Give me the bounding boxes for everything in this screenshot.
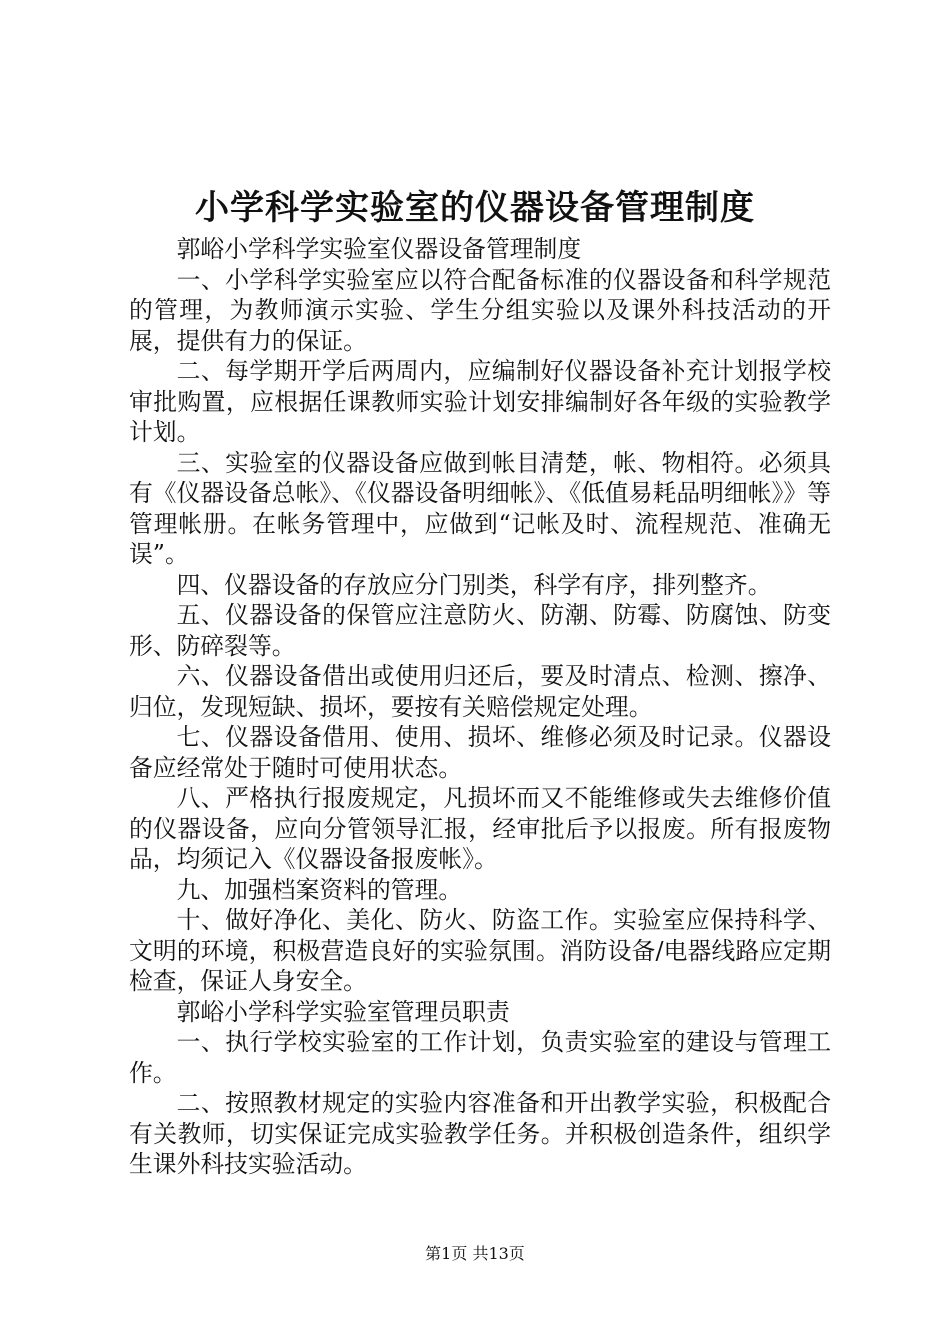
- document-body: [129, 234, 831, 1180]
- paragraph: 四、仪器设备的存放应分门别类，科学有序，排列整齐。: [176, 570, 772, 599]
- paragraph: 三、实验室的仪器设备应做到帐目清楚，帐、物相符。必须具有《仪器设备总帐》、《仪器设备明细帐》、《低值易耗品明细帐》》等管理帐册。在帐务管理中，应做到“记帐及时、流程规范、准确无误”。: [129, 448, 831, 568]
- paragraph: 一、小学科学实验室应以符合配备标准的仪器设备和科学规范的管理，为教师演示实验、学生分组实验以及课外科技活动的开展，提供有力的保证。: [129, 265, 831, 355]
- section-heading: 郭峪小学科学实验室仪器设备管理制度: [176, 235, 582, 263]
- document-title: 小学科学实验室的仪器设备管理制度: [195, 188, 755, 228]
- paragraph: 六、仪器设备借出或使用归还后，要及时清点、检测、擦净、归位，发现短缺、损坏，要按有关赔偿规定处理。: [129, 662, 831, 721]
- page-footer: 第1页 共13页: [425, 1244, 525, 1263]
- paragraph: 一、执行学校实验室的工作计划，负责实验室的建设与管理工作。: [129, 1028, 831, 1087]
- paragraph: 二、每学期开学后两周内，应编制好仪器设备补充计划报学校审批购置，应根据任课教师实验计划安排编制好各年级的实验教学计划。: [129, 357, 831, 446]
- paragraph: 二、按照教材规定的实验内容准备和开出教学实验，积极配合有关教师，切实保证完成实验教学任务。并积极创造条件，组织学生课外科技实验活动。: [129, 1089, 831, 1178]
- section-heading: 郭峪小学科学实验室管理员职责: [176, 997, 510, 1026]
- paragraph: 七、仪器设备借用、使用、损坏、维修必须及时记录。仪器设备应经常处于随时可使用状态。: [129, 723, 831, 782]
- paragraph: 八、严格执行报废规定，凡损坏而又不能维修或失去维修价值的仪器设备，应向分管领导汇报，经审批后予以报废。所有报废物品，均须记入《仪器设备报废帐》。: [129, 784, 831, 873]
- paragraph: 九、加强档案资料的管理。: [176, 875, 463, 904]
- paragraph: 五、仪器设备的保管应注意防火、防潮、防霉、防腐蚀、防变形、防碎裂等。: [129, 601, 831, 660]
- paragraph: 十、做好净化、美化、防火、防盗工作。实验室应保持科学、文明的环境，积极营造良好的实验氛围。消防设备/电器线路应定期检查，保证人身安全。: [129, 906, 831, 995]
